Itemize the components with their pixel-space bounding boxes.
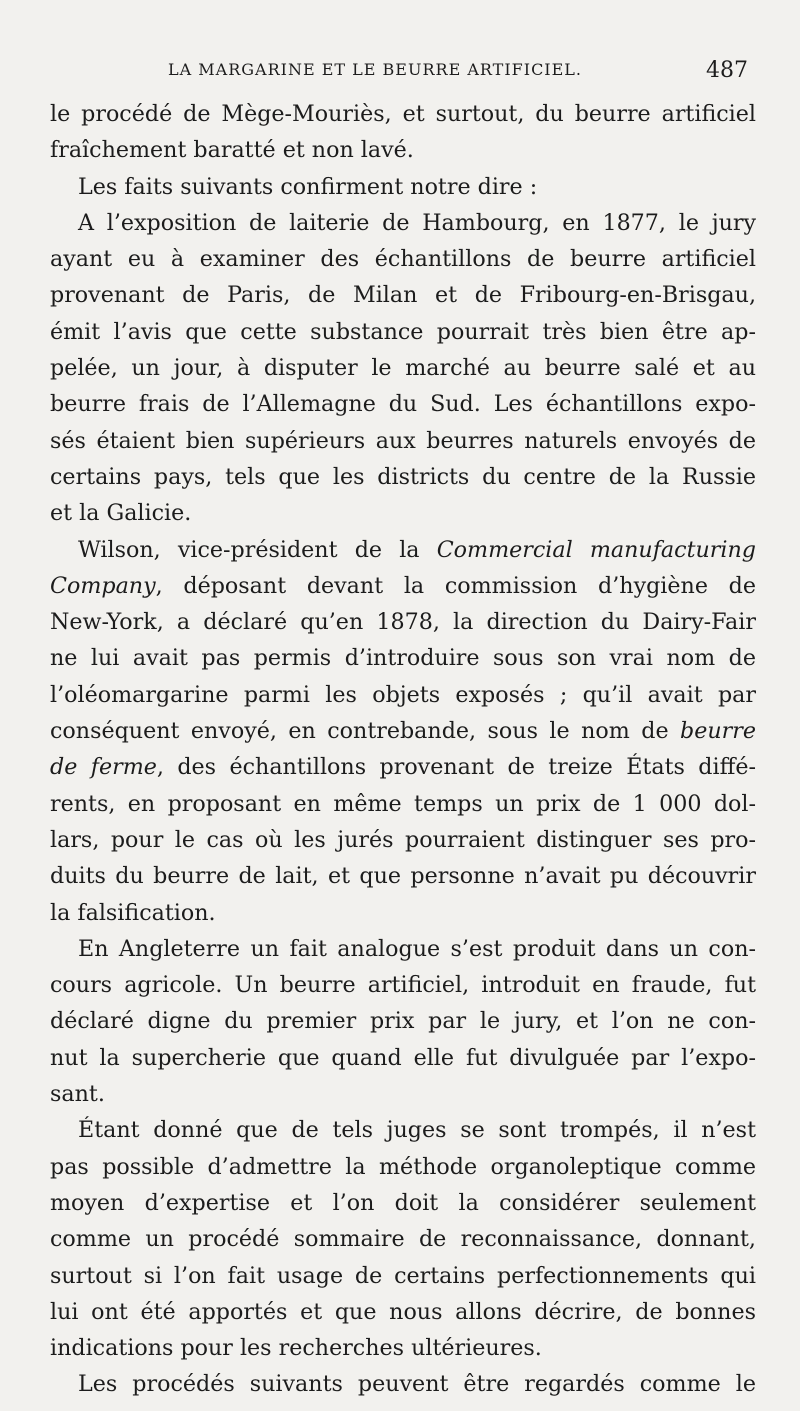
text-line bbox=[50, 749, 756, 785]
text-line: la falsification. bbox=[50, 899, 216, 926]
text-span: conséquent envoyé, en contrebande, sous le nom de bbox=[50, 718, 681, 745]
text-line: moyen d’expertise et l’on doit la considérer seulement bbox=[50, 1189, 756, 1216]
page-header bbox=[0, 58, 800, 92]
text-line: comme un procédé sommaire de reconnaissance, donnant, bbox=[50, 1226, 756, 1253]
text-line: fraîchement baratté et non lavé. bbox=[50, 137, 414, 164]
italic-text: Company bbox=[50, 572, 156, 599]
text-line: certains pays, tels que les districts du centre de la Russie bbox=[50, 463, 756, 490]
text-line: l’oléomargarine parmi les objets exposés ; qu’il avait par bbox=[50, 681, 756, 708]
text-line bbox=[50, 568, 756, 604]
text-line: pelée, un jour, à disputer le marché au beurre salé et au bbox=[50, 355, 756, 382]
text-line: sés étaient bien supérieurs aux beurres naturels envoyés de bbox=[50, 427, 756, 454]
text-line: et la Galicie. bbox=[50, 500, 192, 527]
text-line: lars, pour le cas où les jurés pourraient distinguer ses pro- bbox=[50, 826, 756, 853]
text-line bbox=[50, 713, 756, 749]
text-line: sant. bbox=[50, 1081, 105, 1108]
text-line: Les procédés suivants peuvent être regardés comme le bbox=[78, 1371, 756, 1398]
text-line: pas possible d’admettre la méthode organoleptique comme bbox=[50, 1153, 756, 1180]
text-line: cours agricole. Un beurre artificiel, introduit en fraude, fut bbox=[50, 972, 756, 999]
text-line: New-York, a déclaré qu’en 1878, la direction du Dairy-Fair bbox=[50, 609, 756, 636]
text-line: beurre frais de l’Allemagne du Sud. Les échantillons expo- bbox=[50, 391, 756, 418]
text-line: déclaré digne du premier prix par le jury, et l’on ne con- bbox=[50, 1008, 756, 1035]
text-line: surtout si l’on fait usage de certains perfectionnements qui bbox=[50, 1262, 756, 1289]
text-span: , déposant devant la commission d’hygiène de bbox=[155, 572, 756, 599]
text-line: A l’exposition de laiterie de Hambourg, en 1877, le jury bbox=[78, 209, 756, 236]
running-title: LA MARGARINE ET LE BEURRE ARTIFICIEL. bbox=[168, 60, 583, 79]
text-line: En Angleterre un fait analogue s’est produit dans un con- bbox=[78, 935, 756, 962]
text-line: ne lui avait pas permis d’introduire sous son vrai nom de bbox=[50, 645, 756, 672]
italic-text: de ferme bbox=[50, 754, 157, 781]
text-line: le procédé de Mège-Mouriès, et surtout, du beurre artificiel bbox=[50, 101, 756, 127]
text-line: nut la supercherie que quand elle fut divulguée par l’expo- bbox=[50, 1044, 756, 1071]
text-line: émit l’avis que cette substance pourrait très bien être ap- bbox=[50, 318, 756, 345]
body-text bbox=[50, 96, 756, 1403]
page-number: 487 bbox=[706, 58, 748, 83]
text-line bbox=[50, 532, 756, 568]
italic-text: Commercial manufacturing bbox=[436, 536, 756, 563]
text-line: ayant eu à examiner des échantillons de beurre artificiel bbox=[50, 246, 756, 273]
text-span: , des échantillons provenant de treize États diffé- bbox=[156, 754, 756, 781]
text-line: Les faits suivants confirment notre dire : bbox=[78, 173, 538, 200]
text-line: duits du beurre de lait, et que personne n’avait pu découvrir bbox=[50, 863, 756, 890]
text-line: provenant de Paris, de Milan et de Fribourg-en-Brisgau, bbox=[50, 282, 756, 309]
text-line: lui ont été apportés et que nous allons décrire, de bonnes bbox=[50, 1298, 756, 1325]
italic-text: beurre bbox=[680, 718, 756, 745]
text-line: Étant donné que de tels juges se sont trompés, il n’est bbox=[78, 1117, 756, 1144]
text-span: Wilson, vice-président de la bbox=[78, 536, 437, 563]
text-line: indications pour les recherches ultérieures. bbox=[50, 1335, 542, 1362]
text-line: rents, en proposant en même temps un prix de 1 000 dol- bbox=[50, 790, 756, 817]
